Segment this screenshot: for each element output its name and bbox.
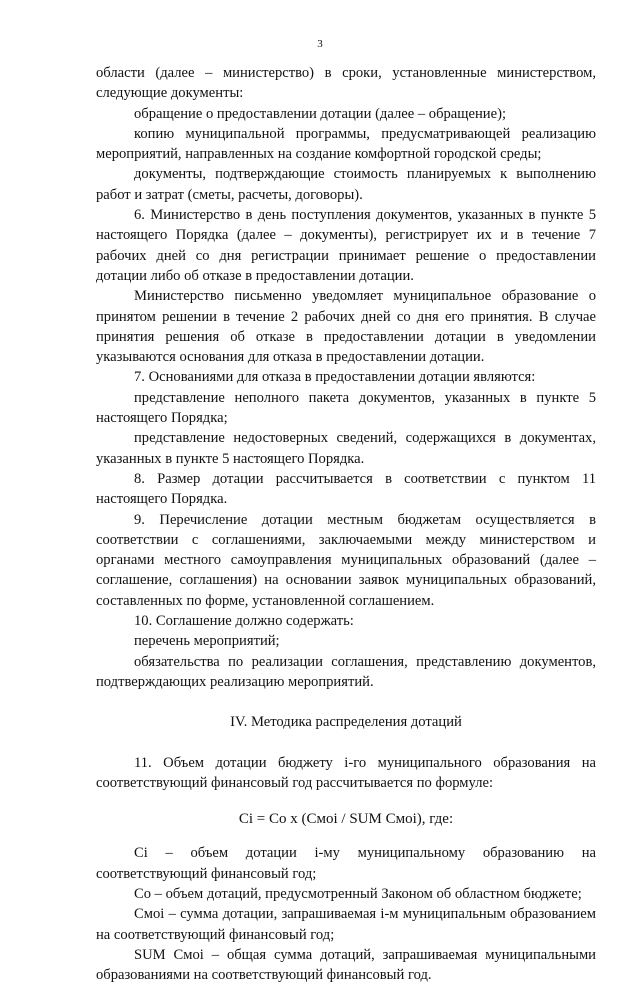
paragraph: представление неполного пакета документов, указанных в пункте 5 настоящего Порядка; — [96, 389, 596, 427]
paragraph: области (далее – министерство) в сроки, установленные министерством, следующие документы: — [96, 65, 596, 102]
paragraph: обязательства по реализации соглашения, представлению документов, подтверждающих реализацию мероприятий. — [96, 653, 596, 690]
paragraph: перечень мероприятий; — [134, 633, 280, 650]
paragraph: обращение о предоставлении дотации (далее – обращение); — [134, 105, 507, 122]
definition: Co – объем дотаций, предусмотренный Законом об областном бюджете; — [134, 885, 582, 902]
paragraph: копию муниципальной программы, предусматривающей реализацию мероприятий, направленных на создание комфортной городской среды; — [96, 125, 596, 163]
section-heading: IV. Методика распределения дотаций — [230, 714, 462, 731]
paragraph: Министерство письменно уведомляет муниципальное образование о принятом решении в течение 2 рабочих дней со дня его принятия. В случае принятия решения об отказе в предоставлении дотации в уведомлении указываются основания для отказа в предоставлении дотации. — [96, 288, 596, 366]
definition: SUM Cмоi – общая сумма дотаций, запрашиваемая муниципальными образованиями на соответствующий финансовый год. — [96, 946, 596, 984]
paragraph: 8. Размер дотации рассчитывается в соответствии с пунктом 11 настоящего Порядка. — [96, 470, 596, 508]
paragraph: 10. Соглашение должно содержать: — [134, 613, 354, 630]
definition: Ci – объем дотации i-му муниципальному образованию на соответствующий финансовый год; — [96, 845, 596, 882]
paragraph: документы, подтверждающие стоимость планируемых к выполнению работ и затрат (сметы, расчеты, договоры). — [96, 166, 596, 203]
formula: Ci = Co x (Cмоi / SUM Cмоi), где: — [238, 811, 454, 828]
paragraph: 11. Объем дотации бюджету i-го муниципального образования на соответствующий финансовый год рассчитывается по формуле: — [96, 754, 596, 791]
paragraph: представление недостоверных сведений, содержащихся в документах, указанных в пункте 5 настоящего Порядка. — [96, 430, 596, 467]
paragraph: 7. Основаниями для отказа в предоставлении дотации являются: — [134, 369, 536, 386]
paragraph: 9. Перечисление дотации местным бюджетам осуществляется в соответствии с соглашениями, заключаемыми между министерством и органами местного самоуправления муниципальных образований (далее – соглашение, соглашения) на основании заявок муниципальных образований, составленных по форме, установленной соглашением. — [96, 511, 596, 609]
document-body — [96, 63, 596, 985]
page-number: 3 — [317, 38, 323, 50]
paragraph: 6. Министерство в день поступления документов, указанных в пункте 5 настоящего Порядка (далее – документы), регистрирует их и в течение 7 рабочих дней со дня регистрации принимает решение о предоставлении дотации либо об отказе в предоставлении дотации. — [96, 207, 596, 284]
definition: Cмоi – сумма дотации, запрашиваемая i-м муниципальным образованием на соответствующий финансовый год; — [96, 906, 596, 943]
